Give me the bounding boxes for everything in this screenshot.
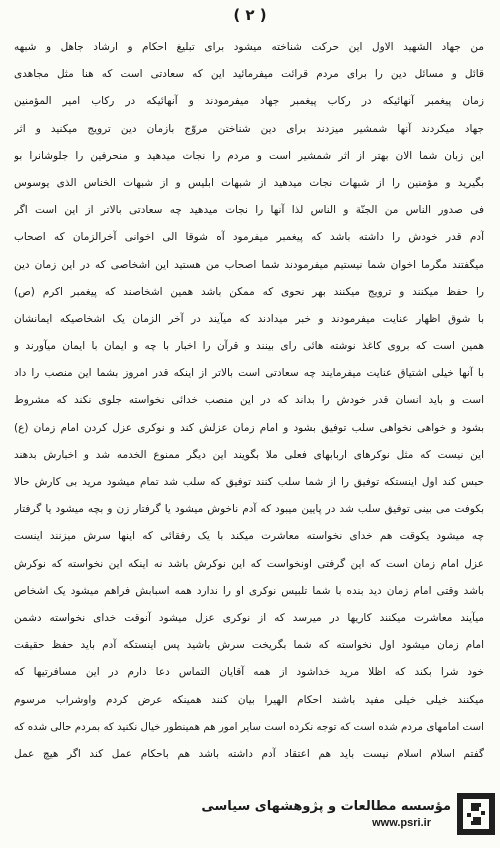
text-line: این نیست که مثل نوکرهای اربابهای فعلی ملا بگویند این دیگر ممنوع الخدمه شد و اخبارش بدهند — [14, 448, 484, 461]
institute-name: مؤسسه مطالعات و پژوهشهای سیاسی — [201, 799, 451, 814]
text-line: قائل و مسائل دین را برای مردم قرائت میفرمائید این که سعادتی است که هنا مثل مجاهدی — [14, 68, 484, 81]
text-line: میآیند معاشرت میکنند کاریها در میرسد که از نوکری عزل میشود آنوقت خدای نخواسته دشمن — [14, 611, 484, 624]
text-line: چه میشود یکوقت هم خدای نخواسته معاشرت میکند با یک رفقائی که اینها سرش میزنند اینست — [14, 530, 484, 543]
text-line: خود شرا بکند که اظلا مرید خداشود از همه آقایان التماس دعا دارم در این مسافرتیها که — [14, 666, 484, 679]
text-line: آدم قدر خودش را داشته باشد که پیغمبر میفرمود آه شوقا الی اخوانی آخرالزمان که اصحاب — [14, 231, 484, 244]
text-line: را حفظ میکنند و ترویج میکنند بهر نحوی که ممکن باشد همین اشخاصند که پیغمبر اکرم (ص) — [14, 285, 484, 298]
text-line: گفتم اسلام اسلام نیست باید هم اعتقاد آدم داشته باشد هم باحکام عمل کند اگر هیچ عمل — [14, 747, 484, 760]
text-line: جهاد میکردند آنها شمشیر میزدند برای دین شناختن مروّج بازمان دین ترویج میکنید و اثر — [14, 122, 484, 135]
text-line: است و باید انسان قدر خودش را بداند که در این منصب خدائی نخواسته جلوی نکند که مشروط — [14, 394, 484, 407]
text-line: باشد وقتی امام زمان دید بنده با شما تلبیس نوکری او را ندارد همه اسبابش فراهم میشود یک اشخاص — [14, 584, 484, 597]
page-number: ( ۲ ) — [233, 6, 267, 24]
institute-footer — [201, 790, 495, 838]
document-body — [14, 34, 484, 768]
text-line: زمان پیغمبر آنهائیکه در رکاب پیغمبر جهاد میفرمودند و آنهائیکه در رکاب امیر المؤمنین — [14, 95, 484, 108]
text-line: است امامهای مردم شده است که توجه نکرده است سایر امور هم همینطور خیال نکنید که بمردم حالی شده که — [14, 720, 484, 733]
text-line: با آنها خیلی اشتیاق عنایت میفرمایند چه سعادتی است بالاتر از اینکه قدر امروز بشما این منصب را داد — [14, 367, 484, 380]
text-line: میگفتند مگرما اخوان شما نیستیم میفرمودند شما اصحاب من هستید این اشخاصی که در این زمان دین — [14, 258, 484, 271]
psri-logo-icon — [457, 793, 495, 835]
text-line: بشود و خواهی نخواهی سلب توفیق بشود و امام زمان عزلش کند و نوکری عزل کردن امام زمان (ع) — [14, 421, 484, 434]
text-line: عزل امام زمان است که این گرفتی اونخواست که این نوکرش باشد نه اینکه این نخواسته که نوکرش — [14, 557, 484, 570]
text-line: امام زمان میشود اول نخواسته که شما بگریخت سرش باشید پس اینستکه آدم باید حفظ حقیقت — [14, 639, 484, 652]
text-line: حبس کند اول اینستکه توفیق را از شما سلب کنند توفیق که سلب شد تمام میشود مرید بی کارش حالا — [14, 476, 484, 488]
website-link[interactable]: www.psri.ir — [372, 817, 431, 829]
text-line: میکنند خیلی خیلی مفید باشند احکام الهیرا بیان کنند همینکه عرض کردم واوشراب مرسوم — [14, 693, 484, 706]
text-line: فی صدور الناس من الجنّة و الناس لذا آنها را نجات میدهید چه سعادتی بالاتر از این است اگر — [14, 204, 484, 217]
text-line: بگیرید و مؤمنین را از شبهات نجات میدهید از شبهات ابلیس و از شبهات الخناس الذی یوسوس — [14, 176, 484, 189]
text-line: همین است که بروی کاغذ نوشته هائی رای بینند و قرآن را اخبار با چه و ایمان با ایمان میآورند و — [14, 340, 484, 353]
institute-text — [201, 799, 451, 829]
text-line: این زبان شما الان بهتر از اثر شمشیر است و مردم را نجات میدهید و منحرفین را جلوشانرا بو — [14, 149, 484, 162]
text-line: با شوق اظهار عنایت میفرمودند و خبر میدادند که میآیند در آخر الزمان یک اشخاصیکه ایمانشان — [14, 312, 484, 325]
text-line: من جهاد الشهید الاول این حرکت شناخته میشود برای تبلیغ احکام و ارشاد جاهل و شبهه — [14, 41, 484, 53]
text-line: بکوفت می بینی توفیق سلب شد در پایین میبود که آدم ناخوش میشود یا گرفتار زن و بچه میشود یا گرفتار — [14, 503, 484, 516]
